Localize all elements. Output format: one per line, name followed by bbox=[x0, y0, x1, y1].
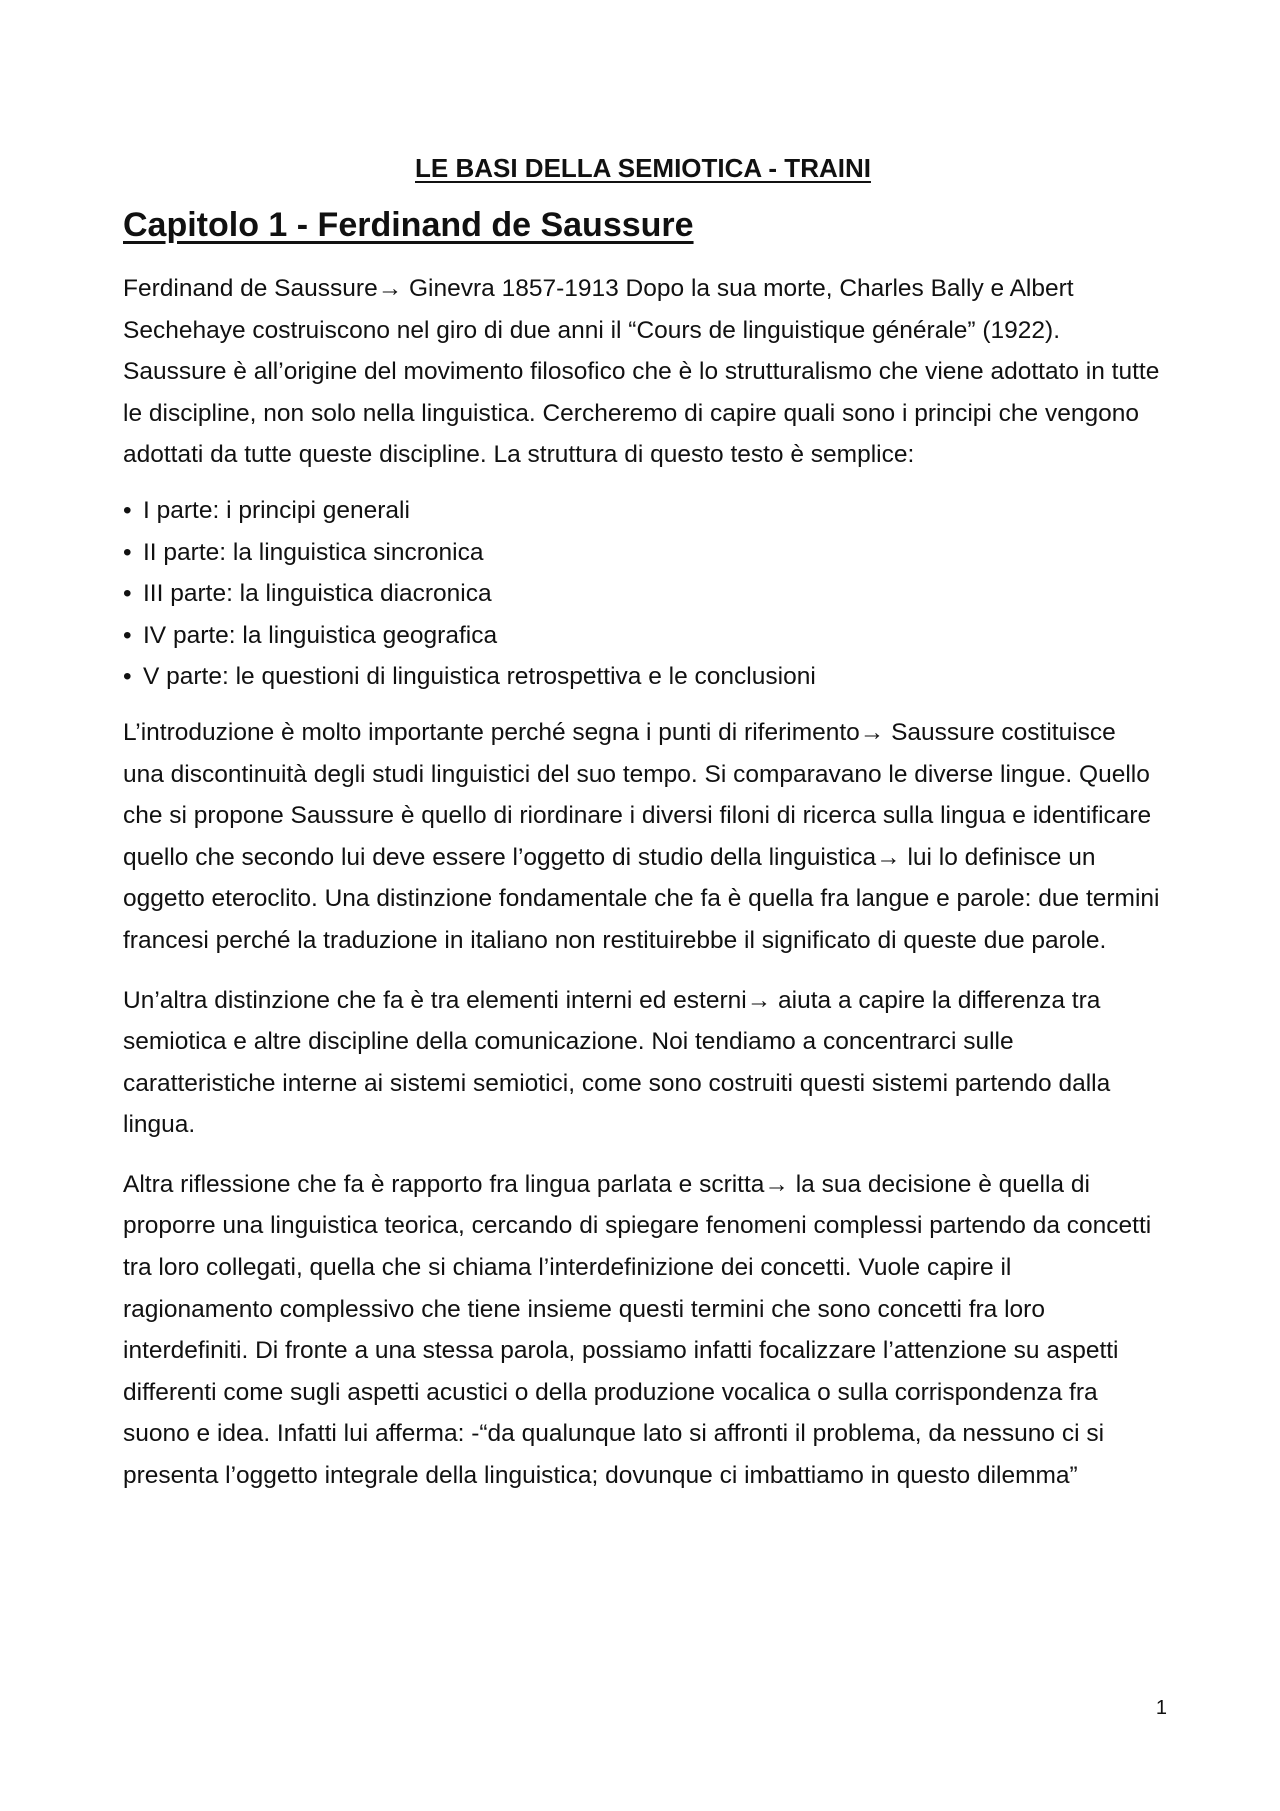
list-item-text: II parte: la linguistica sincronica bbox=[143, 538, 484, 566]
page-number: 1 bbox=[1155, 1697, 1167, 1719]
chapter-title: Capitolo 1 - Ferdinand de Saussure bbox=[123, 206, 694, 244]
document-title: LE BASI DELLA SEMIOTICA - TRAINI bbox=[415, 153, 871, 183]
list-item-text: V parte: le questioni di linguistica retrospettiva e le conclusioni bbox=[143, 663, 816, 691]
list-item bbox=[123, 656, 1163, 698]
list-item-text: III parte: la linguistica diacronica bbox=[143, 580, 492, 608]
document-page bbox=[123, 150, 1163, 1497]
bullet-icon: • bbox=[123, 663, 132, 691]
paragraph-langue-parole: L’introduzione è molto importante perché segna i punti di riferimento→ Saussure costituisce una discontinuità degli studi linguistici del suo tempo. Si comparavano le diverse lingue. Quello che si propone Saussure è quello di riordinare i diversi filoni di ricerca sulla lingua e identificare quello che secondo lui deve essere l’oggetto di studio della linguistica→ lui lo definisce un oggetto eteroclito. Una distinzione fondamentale che fa è quella fra langue e parole: due termini francesi perché la traduzione in italiano non restituirebbe il significato di queste due parole. bbox=[123, 718, 1160, 954]
list-item-text: IV parte: la linguistica geografica bbox=[143, 621, 498, 649]
bullet-icon: • bbox=[123, 580, 132, 608]
structure-list bbox=[123, 490, 1163, 698]
paragraph-spoken-written: Altra riflessione che fa è rapporto fra lingua parlata e scritta→ la sua decisione è quella di proporre una linguistica teorica, cercando di spiegare fenomeni complessi partendo da concetti tra loro collegati, quella che si chiama l’interdefinizione dei concetti. Vuole capire il ragionamento complessivo che tiene insieme questi termini che sono concetti fra loro interdefiniti. Di fronte a una stessa parola, possiamo infatti focalizzare l’attenzione su aspetti differenti come sugli aspetti acustici o della produzione vocalica o sulla corrispondenza fra suono e idea. Infatti lui afferma: -“da qualunque lato si affronti il problema, da nessuno ci si presenta l’oggetto integrale della linguistica; dovunque ci imbattiamo in questo dilemma” bbox=[123, 1170, 1152, 1490]
bullet-icon: • bbox=[123, 621, 132, 649]
list-item bbox=[123, 615, 1163, 657]
bullet-icon: • bbox=[123, 496, 132, 524]
list-item-text: I parte: i principi generali bbox=[143, 496, 410, 524]
list-item bbox=[123, 573, 1163, 615]
list-item bbox=[123, 532, 1163, 574]
paragraph-internal-external: Un’altra distinzione che fa è tra elementi interni ed esterni→ aiuta a capire la differenza tra semiotica e altre discipline della comunicazione. Noi tendiamo a concentrarci sulle caratteristiche interne ai sistemi semiotici, come sono costruiti questi sistemi partendo dalla lingua. bbox=[123, 986, 1111, 1139]
intro-paragraph: Ferdinand de Saussure→ Ginevra 1857-1913 Dopo la sua morte, Charles Bally e Albert Sechehaye costruiscono nel giro di due anni il “Cours de linguistique générale” (1922). Saussure è all’origine del movimento filosofico che è lo strutturalismo che viene adottato in tutte le discipline, non solo nella linguistica. Cercheremo di capire quali sono i principi che vengono adottati da tutte queste discipline. La struttura di questo testo è semplice: bbox=[123, 275, 1160, 469]
bullet-icon: • bbox=[123, 538, 132, 566]
list-item bbox=[123, 490, 1163, 532]
